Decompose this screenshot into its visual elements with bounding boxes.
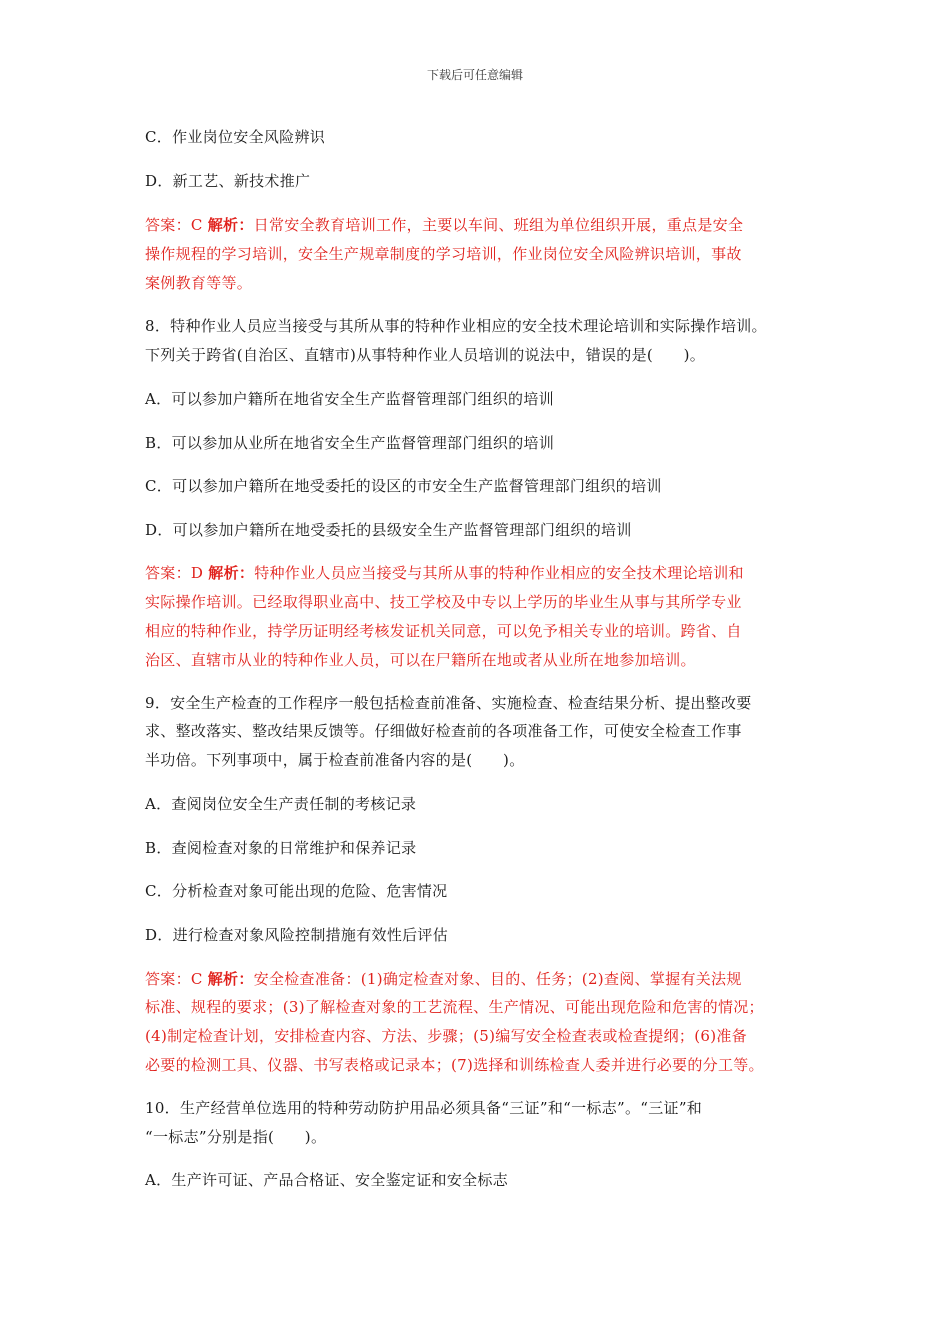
q7-analysis-line-2: 操作规程的学习培训，安全生产规章制度的学习培训，作业岗位安全风险辨识培训，事故 bbox=[145, 245, 742, 263]
q7-option-c: C．作业岗位安全风险辨识 bbox=[145, 128, 326, 146]
q8-option-a: A．可以参加户籍所在地省安全生产监督管理部门组织的培训 bbox=[145, 390, 554, 408]
q8-option-b: B．可以参加从业所在地省安全生产监督管理部门组织的培训 bbox=[145, 434, 555, 452]
answer-prefix: 答案：C bbox=[145, 970, 208, 988]
answer-prefix: 答案：C bbox=[145, 216, 208, 234]
q9-analysis-line-3: (4)制定检查计划，安排检查内容、方法、步骤；(5)编写安全检查表或检查提纲；(6)准备 bbox=[145, 1027, 747, 1045]
page-header: 下载后可任意编辑 bbox=[426, 68, 523, 82]
q9-option-d: D．进行检查对象风险控制措施有效性后评估 bbox=[145, 926, 449, 944]
q9-option-a: A．查阅岗位安全生产责任制的考核记录 bbox=[145, 795, 417, 813]
q8-stem-line-2: 下列关于跨省(自治区、直辖市)从事特种作业人员培训的说法中，错误的是( )。 bbox=[145, 346, 706, 364]
q9-answer-line-1 bbox=[145, 969, 742, 989]
q8-analysis-line-4: 治区、直辖市从业的特种作业人员，可以在尸籍所在地或者从业所在地参加培训。 bbox=[145, 651, 696, 669]
q7-option-d: D．新工艺、新技术推广 bbox=[145, 172, 311, 190]
q10-stem-line-1: 10．生产经营单位选用的特种劳动防护用品必须具备“三证”和“一标志”。“三证”和 bbox=[145, 1099, 703, 1117]
q10-option-a: A．生产许可证、产品合格证、安全鉴定证和安全标志 bbox=[145, 1171, 509, 1189]
q8-analysis-line-2: 实际操作培训。已经取得职业高中、技工学校及中专以上学历的毕业生从事与其所学专业 bbox=[145, 593, 742, 611]
q9-option-c: C．分析检查对象可能出现的危险、危害情况 bbox=[145, 882, 448, 900]
q7-analysis-line-3: 案例教育等等。 bbox=[145, 274, 253, 292]
analysis-label: 解析： bbox=[207, 216, 254, 234]
q9-stem-line-2: 求、整改落实、整改结果反馈等。仔细做好检查前的各项准备工作，可使安全检查工作事 bbox=[145, 722, 742, 740]
q8-answer-line-1 bbox=[145, 563, 744, 583]
q9-analysis-line-4: 必要的检测工具、仪器、书写表格或记录本；(7)选择和训练检查人委并进行必要的分工等。 bbox=[145, 1056, 764, 1074]
q8-stem-line-1: 8．特种作业人员应当接受与其所从事的特种作业相应的安全技术理论培训和实际操作培训。 bbox=[145, 317, 767, 335]
analysis-text: 特种作业人员应当接受与其所从事的特种作业相应的安全技术理论培训和 bbox=[254, 564, 744, 582]
q9-stem-line-3: 半功倍。下列事项中，属于检查前准备内容的是( )。 bbox=[145, 751, 525, 769]
analysis-text: 安全检查准备：(1)确定检查对象、目的、任务；(2)查阅、掌握有关法规 bbox=[253, 970, 742, 988]
q8-option-d: D．可以参加户籍所在地受委托的县级安全生产监督管理部门组织的培训 bbox=[145, 521, 632, 539]
analysis-label: 解析： bbox=[207, 970, 254, 988]
q8-analysis-line-3: 相应的特种作业，持学历证明经考核发证机关同意，可以免予相关专业的培训。跨省、自 bbox=[145, 622, 742, 640]
analysis-text: 日常安全教育培训工作，主要以车间、班组为单位组织开展，重点是安全 bbox=[253, 216, 744, 234]
q10-stem-line-2: “一标志”分别是指( )。 bbox=[145, 1128, 327, 1146]
q9-analysis-line-2: 标准、规程的要求；(3)了解检查对象的工艺流程、生产情况、可能出现危险和危害的情况； bbox=[145, 998, 764, 1016]
q9-option-b: B．查阅检查对象的日常维护和保养记录 bbox=[145, 839, 417, 857]
q8-option-c: C．可以参加户籍所在地受委托的设区的市安全生产监督管理部门组织的培训 bbox=[145, 477, 662, 495]
q9-stem-line-1: 9．安全生产检查的工作程序一般包括检查前准备、实施检查、检查结果分析、提出整改要 bbox=[145, 694, 752, 712]
answer-prefix: 答案：D bbox=[145, 564, 209, 582]
analysis-label: 解析： bbox=[208, 564, 255, 582]
q7-answer-line-1 bbox=[145, 215, 743, 235]
